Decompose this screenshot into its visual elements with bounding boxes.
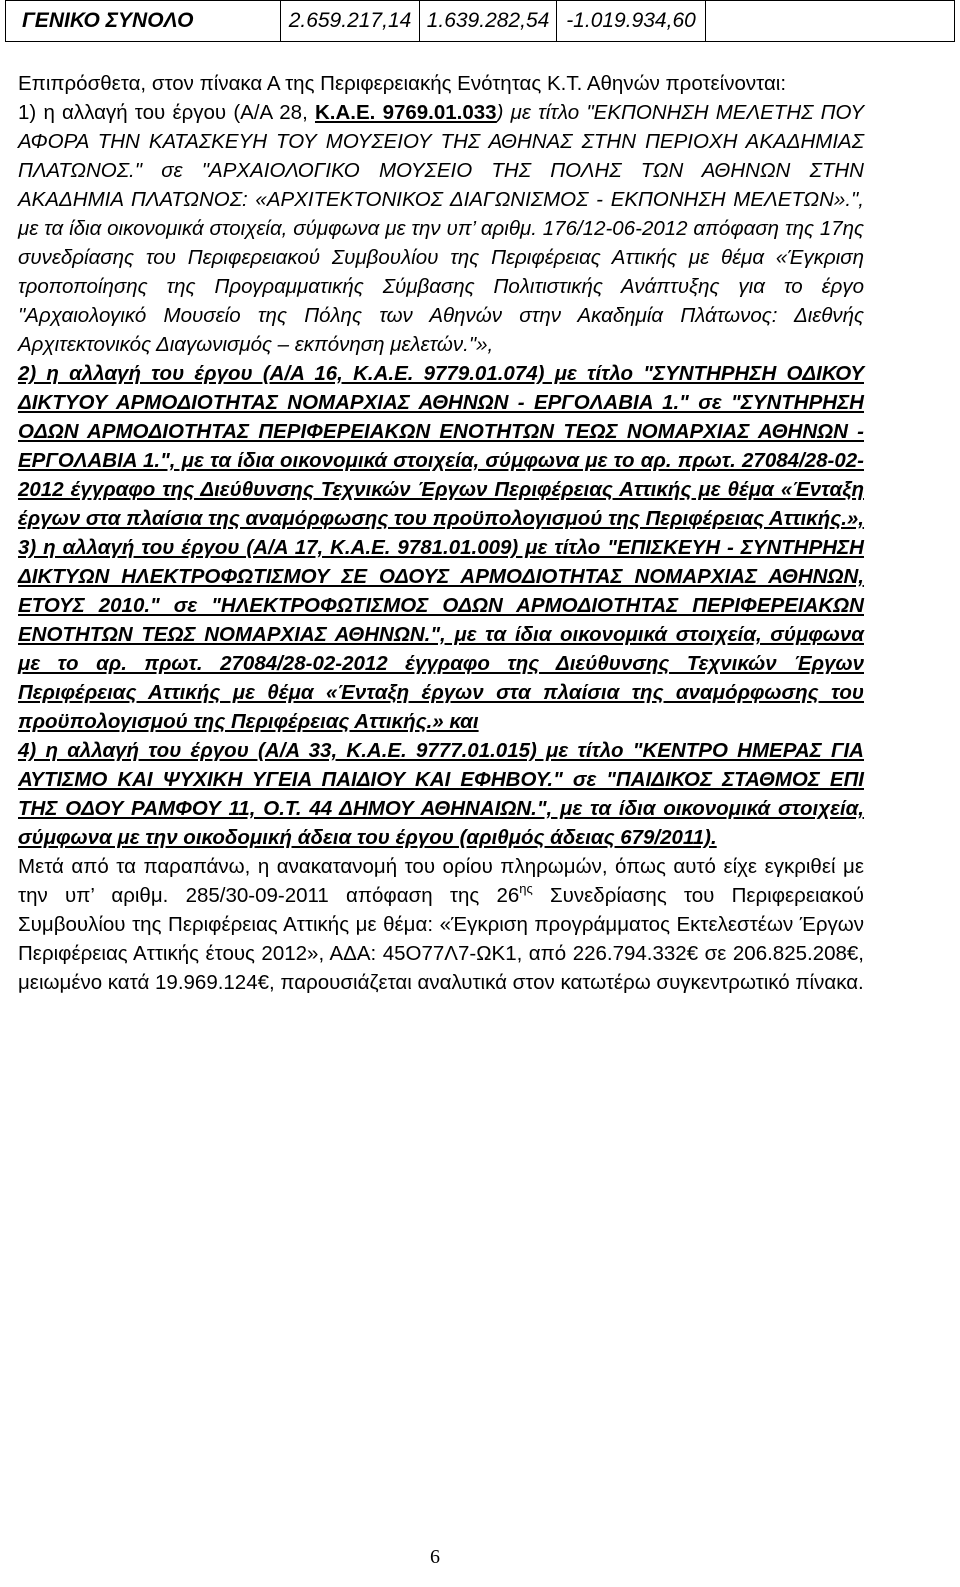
intro-paragraph: [18, 69, 864, 98]
totals-value-1: 2.659.217,14: [281, 1, 420, 42]
closing-text-end: Συνεδρίασης του Περιφερειακού Συμβουλίου της Περιφέρειας Αττικής με θέμα: «Έγκριση προγράμματος Εκτελεστέων Έργων Περιφέρειας Αττικής έτους 2012», ΑΔΑ: 45Ο77Λ7-ΩΚ1, από 226.794.332€ σε 206.825.208€, μειωμένο κατά 19.969.124€, παρουσιάζεται αναλυτικά στον κατωτέρω συγκεντρωτικό πίνακα.: [18, 884, 864, 994]
totals-value-3: -1.019.934,60: [557, 1, 706, 42]
item-3-text: 3) η αλλαγή του έργου (Α/Α 17, Κ.Α.Ε. 9781.01.009) με τίτλο "ΕΠΙΣΚΕΥΗ - ΣΥΝΤΗΡΗΣΗ ΔΙΚΤΥΩΝ ΗΛΕΚΤΡΟΦΩΤΙΣΜΟΥ ΣΕ ΟΔΟΥΣ ΑΡΜΟΔΙΟΤΗΤΑΣ ΝΟΜΑΡΧΙΑΣ ΑΘΗΝΩΝ, ΕΤΟΥΣ 2010." σε "ΗΛΕΚΤΡΟΦΩΤΙΣΜΟΣ ΟΔΩΝ ΑΡΜΟΔΙΟΤΗΤΑΣ ΠΕΡΙΦΕΡΕΙΑΚΩΝ ΕΝΟΤΗΤΩΝ ΤΕΩΣ ΝΟΜΑΡΧΙΑΣ ΑΘΗΝΩΝ.", με τα ίδια οικονομικά στοιχεία, σύμφωνα με το αρ. πρωτ. 27084/28-02-2012 έγγραφο της Διεύθυνσης Τεχνικών Έργων Περιφέρειας Αττικής με θέμα «Ένταξη έργων στα πλαίσια της αναμόρφωσης του προϋπολογισμού της Περιφέρειας Αττικής.» και: [18, 536, 864, 733]
intro-text: Επιπρόσθετα, στον πίνακα Α της Περιφερειακής Ενότητας Κ.Τ. Αθηνών προτείνονται:: [18, 72, 787, 95]
page-number: 6: [430, 1546, 440, 1568]
totals-label: ΓΕΝΙΚΟ ΣΥΝΟΛΟ: [6, 1, 281, 42]
item-1-text: ) με τίτλο "ΕΚΠΟΝΗΣΗ ΜΕΛΕΤΗΣ ΠΟΥ ΑΦΟΡΑ ΤΗΝ ΚΑΤΑΣΚΕΥΗ ΤΟΥ ΜΟΥΣΕΙΟΥ ΤΗΣ ΑΘΗΝΑΣ ΣΤΗΝ ΠΕΡΙΟΧΗ ΑΚΑΔΗΜΙΑΣ ΠΛΑΤΩΝΟΣ." σε "ΑΡΧΑΙΟΛΟΓΙΚΟ ΜΟΥΣΕΙΟ ΤΗΣ ΠΟΛΗΣ ΤΩΝ ΑΘΗΝΩΝ ΣΤΗΝ ΑΚΑΔΗΜΙΑ ΠΛΑΤΩΝΟΣ: «ΑΡΧΙΤΕΚΤΟΝΙΚΟΣ ΔΙΑΓΩΝΙΣΜΟΣ - ΕΚΠΟΝΗΣΗ ΜΕΛΕΤΩΝ».", με τα ίδια οικονομικά στοιχεία, σύμφωνα με την υπ’ αριθμ. 176/12-06-2012 απόφαση της 17ης συνεδρίασης του Περιφερειακού Συμβουλίου της Περιφέρειας Αττικής με θέμα «Έγκριση τροποποίησης της Προγραμματικής Σύμβασης Πολιτιστικής Ανάπτυξης για το έργο "Αρχαιολογικό Μουσείο της Πόλης των Αθηνών στην Ακαδημία Πλάτωνος: Διεθνής Αρχιτεκτονικός Διαγωνισμός – εκπόνηση μελετών."»,: [18, 101, 865, 356]
item-2-paragraph: [18, 359, 864, 533]
item-3-paragraph: [18, 533, 864, 736]
body-text: [18, 69, 864, 997]
item-1-prefix: 1) η αλλαγή του έργου (Α/Α 28,: [18, 101, 315, 124]
closing-paragraph: [18, 852, 864, 997]
item-2-text: 2) η αλλαγή του έργου (Α/Α 16, Κ.Α.Ε. 9779.01.074) με τίτλο "ΣΥΝΤΗΡΗΣΗ ΟΔΙΚΟΥ ΔΙΚΤΥΟΥ ΑΡΜΟΔΙΟΤΗΤΑΣ ΝΟΜΑΡΧΙΑΣ ΑΘΗΝΩΝ - ΕΡΓΟΛΑΒΙΑ 1." σε "ΣΥΝΤΗΡΗΣΗ ΟΔΩΝ ΑΡΜΟΔΙΟΤΗΤΑΣ ΠΕΡΙΦΕΡΕΙΑΚΩΝ ΕΝΟΤΗΤΩΝ ΤΕΩΣ ΝΟΜΑΡΧΙΑΣ ΑΘΗΝΩΝ - ΕΡΓΟΛΑΒΙΑ 1.", με τα ίδια οικονομικά στοιχεία, σύμφωνα με το αρ. πρωτ. 27084/28-02-2012 έγγραφο της Διεύθυνσης Τεχνικών Έργων Περιφέρειας Αττικής με θέμα «Ένταξη έργων στα πλαίσια της αναμόρφωσης του προϋπολογισμού της Περιφέρειας Αττικής.»,: [18, 362, 865, 530]
closing-superscript: ης: [519, 881, 533, 896]
totals-value-2: 1.639.282,54: [420, 1, 557, 42]
item-1-kae: Κ.Α.Ε. 9769.01.033: [314, 101, 497, 124]
item-1-paragraph: [18, 98, 864, 359]
totals-table: [5, 0, 955, 42]
item-4-paragraph: [18, 736, 864, 852]
totals-row: [6, 1, 955, 42]
item-4-text: 4) η αλλαγή του έργου (Α/Α 33, Κ.Α.Ε. 9777.01.015) με τίτλο "ΚΕΝΤΡΟ ΗΜΕΡΑΣ ΓΙΑ ΑΥΤΙΣΜΟ ΚΑΙ ΨΥΧΙΚΗ ΥΓΕΙΑ ΠΑΙΔΙΟΥ ΚΑΙ ΕΦΗΒΟΥ." σε "ΠΑΙΔΙΚΟΣ ΣΤΑΘΜΟΣ ΕΠΙ ΤΗΣ ΟΔΟΥ ΡΑΜΦΟΥ 11, Ο.Τ. 44 ΔΗΜΟΥ ΑΘΗΝΑΙΩΝ.", με τα ίδια οικονομικά στοιχεία, σύμφωνα με την οικοδομική άδεια του έργου (αριθμός άδειας 679/2011).: [18, 739, 864, 849]
closing-text-start: Μετά από τα παραπάνω, η ανακατανομή του ορίου πληρωμών, όπως αυτό είχε εγκριθεί με την υπ’ αριθμ. 285/30-09-2011 απόφαση της 26: [18, 855, 864, 907]
totals-value-4: [706, 1, 955, 42]
